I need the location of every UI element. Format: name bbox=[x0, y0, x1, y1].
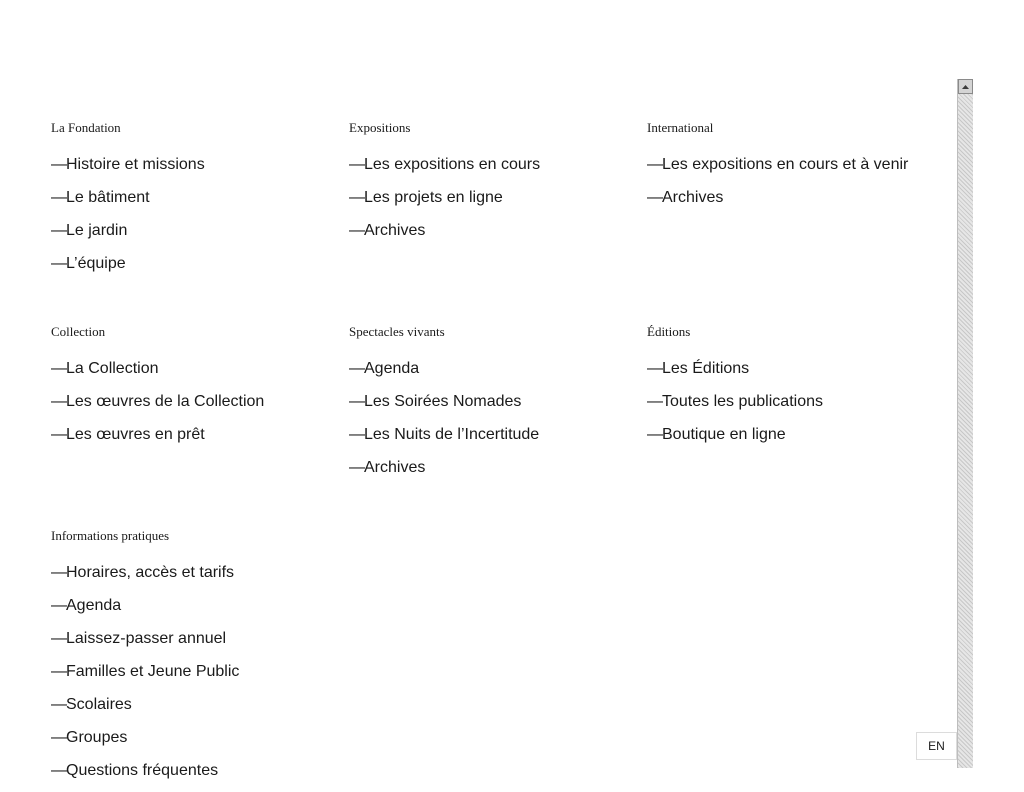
menu-link-expositions-archives[interactable] bbox=[349, 219, 619, 242]
dash-marker: — bbox=[349, 360, 365, 377]
menu-link-expositions-en-cours[interactable] bbox=[349, 153, 619, 176]
dash-marker: — bbox=[51, 762, 67, 779]
menu-section-spectacles-vivants bbox=[349, 324, 619, 489]
dash-marker: — bbox=[51, 360, 67, 377]
menu-link-label: Archives bbox=[364, 459, 426, 476]
section-title: Expositions bbox=[349, 120, 411, 135]
menu-link-scolaires[interactable] bbox=[51, 693, 321, 716]
menu-link-l-equipe[interactable] bbox=[51, 252, 321, 275]
menu-link-label: Horaires, accès et tarifs bbox=[66, 564, 235, 581]
dash-marker: — bbox=[51, 729, 67, 746]
menu-link-spectacles-agenda[interactable] bbox=[349, 357, 619, 380]
dash-marker: — bbox=[647, 156, 663, 173]
dash-marker: — bbox=[647, 426, 663, 443]
section-links bbox=[647, 357, 917, 446]
menu-section-international bbox=[647, 120, 917, 219]
dash-marker: — bbox=[51, 597, 67, 614]
dash-marker: — bbox=[51, 156, 67, 173]
menu-link-oeuvres-en-pret[interactable] bbox=[51, 423, 321, 446]
menu-link-spectacles-archives[interactable] bbox=[349, 456, 619, 479]
language-switch-button[interactable]: EN bbox=[916, 732, 957, 760]
dash-marker: — bbox=[51, 393, 67, 410]
dash-marker: — bbox=[349, 459, 365, 476]
menu-link-label: Le jardin bbox=[66, 222, 128, 239]
menu-link-le-jardin[interactable] bbox=[51, 219, 321, 242]
section-links bbox=[349, 153, 619, 242]
menu-section-la-fondation bbox=[51, 120, 321, 285]
menu-section-collection bbox=[51, 324, 321, 456]
section-title: International bbox=[647, 120, 714, 135]
menu-link-label: Les Éditions bbox=[662, 360, 750, 377]
dash-marker: — bbox=[647, 360, 663, 377]
menu-link-label: Archives bbox=[364, 222, 426, 239]
dash-marker: — bbox=[51, 630, 67, 647]
scroll-up-arrow-icon[interactable] bbox=[958, 79, 973, 94]
section-title: Informations pratiques bbox=[51, 528, 170, 543]
menu-link-nuits-de-l-incertitude[interactable] bbox=[349, 423, 619, 446]
menu-link-international-archives[interactable] bbox=[647, 186, 917, 209]
triangle-up-icon bbox=[962, 85, 969, 89]
menu-link-questions-frequentes[interactable] bbox=[51, 759, 321, 782]
dash-marker: — bbox=[51, 222, 67, 239]
menu-link-la-collection[interactable] bbox=[51, 357, 321, 380]
section-title: Collection bbox=[51, 324, 106, 339]
dash-marker: — bbox=[51, 255, 67, 272]
menu-link-label: Groupes bbox=[66, 729, 128, 746]
section-links bbox=[51, 357, 321, 446]
dash-marker: — bbox=[51, 696, 67, 713]
dash-marker: — bbox=[349, 426, 365, 443]
menu-link-label: La Collection bbox=[66, 360, 159, 377]
menu-section-editions bbox=[647, 324, 917, 456]
menu-link-histoire-et-missions[interactable] bbox=[51, 153, 321, 176]
menu-link-label: Les projets en ligne bbox=[364, 189, 503, 206]
menu-link-label: Le bâtiment bbox=[66, 189, 150, 206]
menu-link-label: Les œuvres de la Collection bbox=[66, 393, 265, 410]
menu-link-label: Questions fréquentes bbox=[66, 762, 219, 779]
menu-link-label: Boutique en ligne bbox=[662, 426, 786, 443]
dash-marker: — bbox=[647, 189, 663, 206]
menu-link-label: Agenda bbox=[66, 597, 122, 614]
menu-link-les-editions[interactable] bbox=[647, 357, 917, 380]
menu-link-horaires-acces-tarifs[interactable] bbox=[51, 561, 321, 584]
menu-link-laissez-passer-annuel[interactable] bbox=[51, 627, 321, 650]
menu-link-boutique-en-ligne[interactable] bbox=[647, 423, 917, 446]
dash-marker: — bbox=[51, 663, 67, 680]
menu-link-label: L’équipe bbox=[66, 255, 126, 272]
menu-link-label: Scolaires bbox=[66, 696, 132, 713]
menu-link-infos-agenda[interactable] bbox=[51, 594, 321, 617]
dash-marker: — bbox=[349, 189, 365, 206]
menu-link-label: Les œuvres en prêt bbox=[66, 426, 205, 443]
menu-link-expositions-en-cours-et-a-venir[interactable] bbox=[647, 153, 917, 176]
menu-link-label: Toutes les publications bbox=[662, 393, 823, 410]
menu-link-label: Archives bbox=[662, 189, 724, 206]
section-title: Spectacles vivants bbox=[349, 324, 445, 339]
section-links bbox=[51, 153, 321, 275]
menu-link-label: Agenda bbox=[364, 360, 420, 377]
menu-link-groupes[interactable] bbox=[51, 726, 321, 749]
section-links bbox=[647, 153, 917, 209]
section-links bbox=[349, 357, 619, 479]
menu-section-expositions bbox=[349, 120, 619, 252]
dash-marker: — bbox=[349, 156, 365, 173]
menu-link-label: Les expositions en cours bbox=[364, 156, 541, 173]
section-title: La Fondation bbox=[51, 120, 121, 135]
dash-marker: — bbox=[647, 393, 663, 410]
menu-link-familles-jeune-public[interactable] bbox=[51, 660, 321, 683]
dash-marker: — bbox=[51, 426, 67, 443]
menu-link-soirees-nomades[interactable] bbox=[349, 390, 619, 413]
section-links bbox=[51, 561, 321, 782]
dash-marker: — bbox=[51, 564, 67, 581]
menu-link-label: Les Soirées Nomades bbox=[364, 393, 522, 410]
menu-link-label: Laissez-passer annuel bbox=[66, 630, 227, 647]
dash-marker: — bbox=[51, 189, 67, 206]
menu-link-oeuvres-de-la-collection[interactable] bbox=[51, 390, 321, 413]
dash-marker: — bbox=[349, 222, 365, 239]
menu-link-label: Les expositions en cours et à venir bbox=[662, 156, 909, 173]
menu-link-toutes-les-publications[interactable] bbox=[647, 390, 917, 413]
vertical-scrollbar[interactable] bbox=[957, 79, 973, 768]
menu-link-label: Histoire et missions bbox=[66, 156, 205, 173]
menu-link-projets-en-ligne[interactable] bbox=[349, 186, 619, 209]
menu-section-informations-pratiques bbox=[51, 528, 321, 792]
menu-link-le-batiment[interactable] bbox=[51, 186, 321, 209]
menu-link-label: Les Nuits de l’Incertitude bbox=[364, 426, 540, 443]
dash-marker: — bbox=[349, 393, 365, 410]
section-title: Éditions bbox=[647, 324, 691, 339]
menu-link-label: Familles et Jeune Public bbox=[66, 663, 240, 680]
